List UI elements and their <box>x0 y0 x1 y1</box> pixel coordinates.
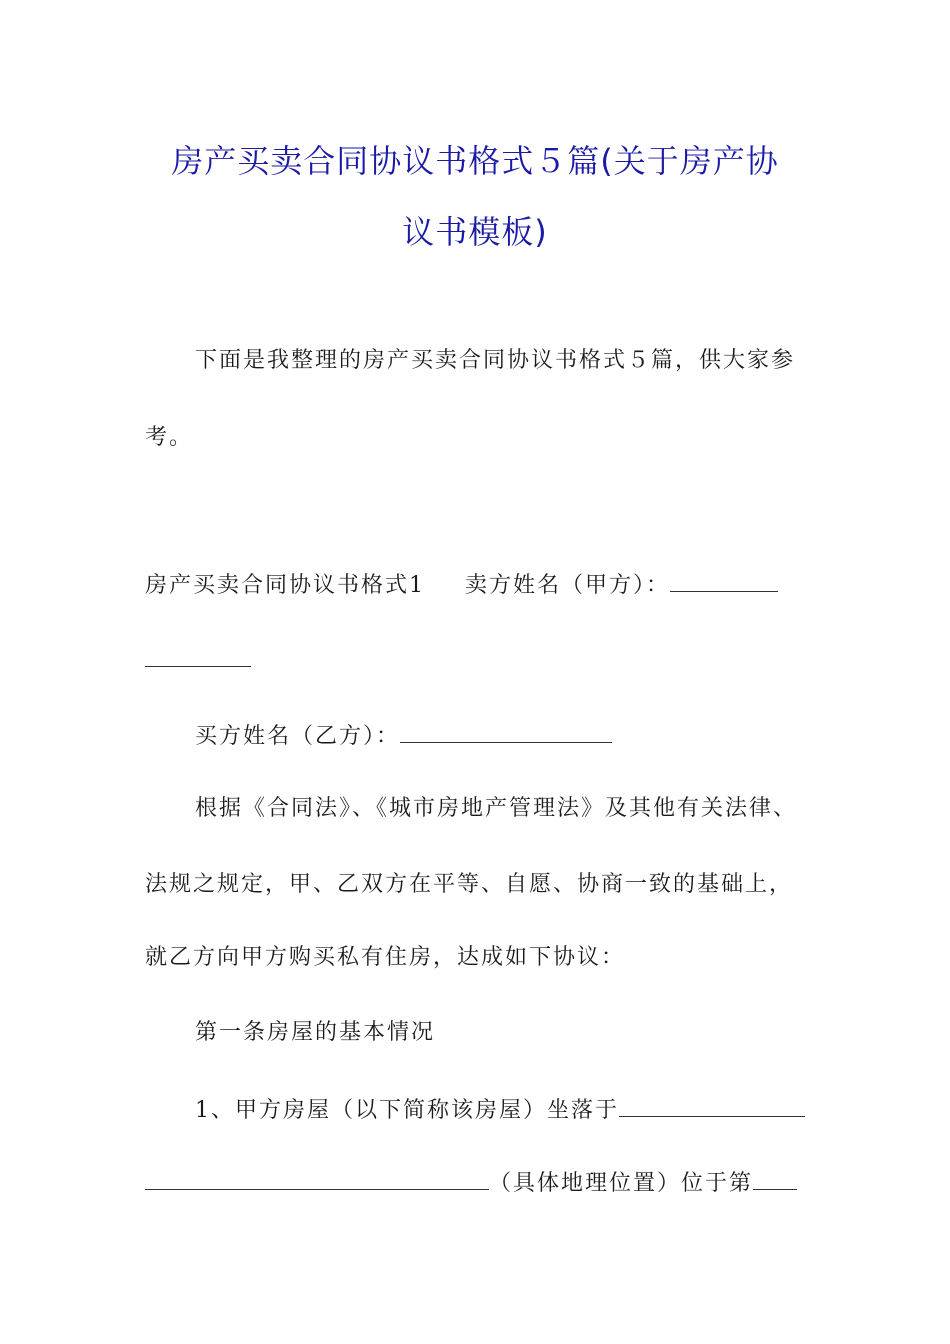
buyer-label: 买方姓名（乙方）： <box>195 724 401 749</box>
document-title-line-2: 议书模板) <box>402 213 548 251</box>
seller-label: 卖方姓名（甲方）： <box>465 573 671 598</box>
section1-heading: 房产买卖合同协议书格式1 <box>145 573 425 598</box>
item1-text: 1、甲方房屋（以下简称该房屋）坐落于 <box>195 1098 619 1123</box>
section1-heading-row <box>145 569 778 601</box>
seller-name-blank <box>670 569 778 592</box>
location-row <box>145 1167 797 1199</box>
property-address-blank <box>619 1094 805 1117</box>
seller-name-blank-continued <box>145 644 251 667</box>
buyer-name-blank <box>400 720 612 743</box>
property-address-blank-continued <box>145 1167 489 1190</box>
location-text: （具体地理位置）位于第 <box>489 1171 754 1196</box>
floor-number-blank <box>753 1167 797 1190</box>
basis-paragraph-line-1: 根据《合同法》、《城市房地产管理法》及其他有关法律、 <box>195 796 798 821</box>
buyer-row <box>195 720 612 752</box>
item1-row <box>195 1094 805 1126</box>
document-title-line-1: 房产买卖合同协议书格式５篇(关于房产协 <box>171 142 779 180</box>
article1-heading: 第一条房屋的基本情况 <box>195 1020 436 1045</box>
intro-paragraph-line-2: 考。 <box>145 425 194 450</box>
basis-paragraph-line-2: 法规之规定，甲、乙双方在平等、自愿、协商一致的基础上， <box>145 872 794 897</box>
intro-paragraph-line-1: 下面是我整理的房产买卖合同协议书格式５篇，供大家参 <box>195 348 796 373</box>
seller-name-blank-continued-row <box>145 644 251 676</box>
basis-paragraph-line-3: 就乙方向甲方购买私有住房，达成如下协议： <box>145 945 626 970</box>
